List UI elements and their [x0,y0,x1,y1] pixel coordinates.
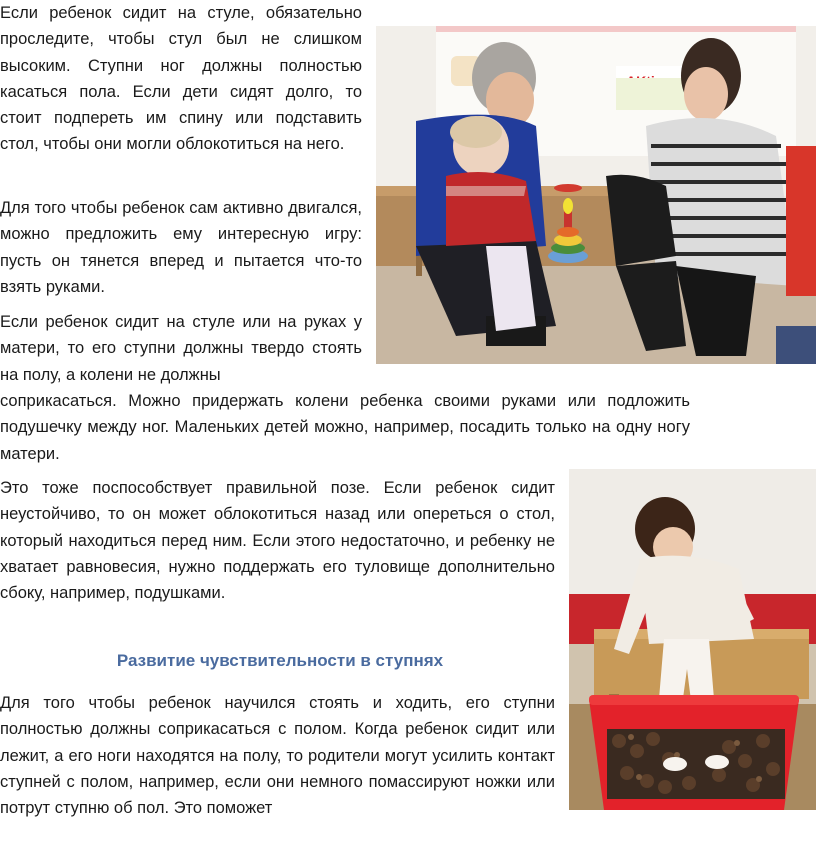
paragraph-active-play: Для того чтобы ребенок сам активно двигался, можно предложить ему интересную игру: пусть он тянется вперед и пытается что-то взять руками. [0,199,362,296]
section-heading: Развитие чувствительности в ступнях [116,651,444,670]
paragraph-foot-sensitivity: Для того чтобы ребенок научился стоять и ходить, его ступни полностью должны соприкасаться с полом. Когда ребенок сидит или лежит, а его ноги находятся на полу, то родители могут усилить контакт ступней с полом, например, если они немного помассируют ножки или потрут ступню об пол. Это поможет [0,694,555,818]
paragraph-mother-lap-continued: соприкасаться. Можно придержать колени ребенка своими руками или подложить подушечку между ног. Маленьких детей можно, например, посадить только на одну ногу матери. [0,392,690,463]
paragraph-mother-lap: Если ребенок сидит на стуле или на руках у матери, то его ступни должны твердо стоять на полу, а колени не должны [0,313,362,384]
paragraph-chair-height: Если ребенок сидит на стуле, обязательно проследите, чтобы стул был не слишком высоким. Ступни ног должны полностью касаться пола. Если дети сидят долго, то стоит подпереть им спину или подставить стол, чтобы они могли облокотиться на него. [0,4,362,154]
photo-child-chestnut-box [569,469,816,810]
photo-mother-child-therapist [376,26,816,364]
paragraph-stable-posture: Это тоже поспособствует правильной позе. Если ребенок сидит неустойчиво, то он может облокотиться назад или опереться о стол, который находиться перед ним. Если этого недостаточно, и ребенку не хватает равновесия, нужно поддержать его туловище дополнительно сбоку, например, подушками. [0,479,555,603]
